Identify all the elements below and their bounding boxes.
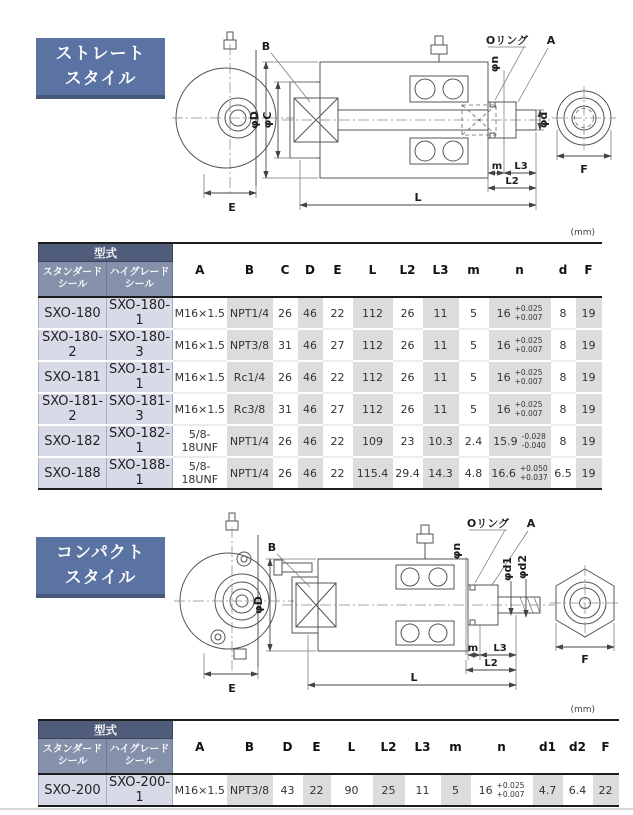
model-highgrade: SXO-180-1 (107, 297, 173, 329)
spec-cell-D: 46 (298, 425, 323, 457)
spec-cell-L2: 26 (393, 329, 423, 361)
column-header-d1: d1 (533, 720, 563, 774)
dim-label-phiD: φD (252, 596, 265, 614)
model-standard: SXO-181 (39, 361, 107, 393)
unit-note: (mm) (570, 228, 595, 238)
spec-cell-D: 46 (298, 457, 323, 489)
spec-cell-A: 5/8-18UNF (173, 425, 227, 457)
spec-cell-A: M16×1.5 (173, 774, 227, 806)
spec-cell-A: M16×1.5 (173, 297, 227, 329)
style-label-line: ストレート (55, 43, 146, 64)
spec-cell-L2: 25 (373, 774, 405, 806)
shaft-end-view (552, 86, 616, 176)
spec-cell-B: NPT3/8 (227, 774, 273, 806)
spec-cell-n: 16 +0.025 +0.007 (471, 774, 533, 806)
table-row (39, 297, 602, 329)
table-row (39, 457, 602, 489)
spec-cell-m: 5 (459, 393, 489, 425)
table-row (39, 361, 602, 393)
column-header-m: m (459, 243, 489, 297)
spec-cell-L2: 29.4 (393, 457, 423, 489)
section-view (274, 525, 555, 651)
tolerance: +0.025 +0.007 (514, 368, 543, 386)
seal-header: ハイグレード シール (107, 262, 173, 298)
model-highgrade: SXO-180-3 (107, 329, 173, 361)
dim-label-A: A (546, 34, 556, 47)
spec-cell-A: M16×1.5 (173, 329, 227, 361)
spec-cell-L: 109 (353, 425, 393, 457)
spec-cell-L3: 14.3 (423, 457, 459, 489)
spec-cell-n: 16.6 +0.050 +0.037 (489, 457, 551, 489)
column-header-A: A (173, 720, 227, 774)
dim-label-phin: φn (488, 55, 501, 73)
spec-cell-A: 5/8-18UNF (173, 457, 227, 489)
spec-table (38, 719, 619, 807)
spec-cell-n: 16 +0.025 +0.007 (489, 329, 551, 361)
spec-cell-E: 22 (323, 297, 353, 329)
spec-cell-m: 4.8 (459, 457, 489, 489)
dim-label-E: E (228, 201, 236, 214)
column-header-D: D (298, 243, 323, 297)
shaft-end-view (550, 565, 620, 666)
column-header-d2: d2 (563, 720, 593, 774)
column-header-E: E (323, 243, 353, 297)
spec-cell-L3: 11 (423, 297, 459, 329)
spec-cell-D: 43 (273, 774, 303, 806)
dim-label-phiD: φD (248, 111, 261, 129)
spec-cell-D: 46 (298, 329, 323, 361)
spec-cell-F: 19 (576, 393, 602, 425)
spec-cell-B: Rc1/4 (227, 361, 273, 393)
spec-cell-C: 26 (273, 297, 298, 329)
dim-label-m: m (467, 643, 479, 654)
spec-cell-D: 46 (298, 361, 323, 393)
model-highgrade: SXO-182-1 (107, 425, 173, 457)
spec-cell-D: 46 (298, 297, 323, 329)
spec-cell-L: 112 (353, 393, 393, 425)
column-header-F: F (576, 243, 602, 297)
spec-cell-L: 112 (353, 361, 393, 393)
spec-cell-L: 112 (353, 329, 393, 361)
spec-cell-m: 5 (459, 329, 489, 361)
model-standard: SXO-180 (39, 297, 107, 329)
dim-label-A: A (526, 517, 536, 530)
column-header-L3: L3 (423, 243, 459, 297)
spec-cell-L3: 11 (423, 361, 459, 393)
dim-label-L: L (410, 671, 418, 684)
style-label-line: スタイル (64, 567, 137, 588)
spec-cell-L3: 11 (423, 329, 459, 361)
dim-label-L3: L3 (493, 643, 507, 654)
spec-cell-d: 6.5 (551, 457, 576, 489)
table-row (39, 329, 602, 361)
header-row-group (39, 243, 602, 262)
column-header-B: B (227, 243, 273, 297)
column-header-D: D (273, 720, 303, 774)
column-header-C: C (273, 243, 298, 297)
spec-cell-L3: 11 (423, 393, 459, 425)
spec-cell-n: 15.9 -0.028 -0.040 (489, 425, 551, 457)
spec-table-compact (38, 719, 613, 807)
spec-cell-D: 46 (298, 393, 323, 425)
compact-style-drawing (170, 503, 630, 703)
spec-cell-F: 19 (576, 425, 602, 457)
spec-cell-d: 8 (551, 297, 576, 329)
seal-header: スタンダード シール (39, 739, 107, 775)
dim-label-oring: Oリング (466, 517, 510, 530)
spec-cell-F: 19 (576, 457, 602, 489)
column-header-n: n (489, 243, 551, 297)
table-row (39, 393, 602, 425)
spec-table-straight (38, 242, 595, 490)
spec-cell-B: NPT3/8 (227, 329, 273, 361)
spec-cell-m: 5 (459, 361, 489, 393)
spec-cell-F: 19 (576, 297, 602, 329)
spec-cell-B: NPT1/4 (227, 297, 273, 329)
model-standard: SXO-181-2 (39, 393, 107, 425)
tolerance: +0.025 +0.007 (496, 781, 525, 799)
dim-label-F: F (580, 163, 588, 176)
spec-cell-A: M16×1.5 (173, 361, 227, 393)
style-label-compact (36, 537, 165, 598)
unit-note: (mm) (570, 705, 595, 715)
straight-style-drawing (170, 18, 630, 225)
section-view (282, 36, 550, 178)
style-label-line: コンパクト (56, 542, 145, 563)
spec-cell-L3: 11 (405, 774, 441, 806)
style-label-straight (36, 38, 165, 99)
spec-cell-m: 5 (441, 774, 471, 806)
table-row (39, 425, 602, 457)
spec-cell-E: 22 (303, 774, 331, 806)
dim-label-L2: L2 (505, 176, 519, 187)
column-header-n: n (471, 720, 533, 774)
dim-label-phiC: φC (261, 111, 274, 129)
spec-cell-L: 112 (353, 297, 393, 329)
spec-cell-E: 27 (323, 393, 353, 425)
column-header-m: m (441, 720, 471, 774)
tolerance: -0.028 -0.040 (521, 432, 546, 450)
spec-cell-L: 115.4 (353, 457, 393, 489)
model-highgrade: SXO-181-1 (107, 361, 173, 393)
spec-cell-C: 31 (273, 329, 298, 361)
model-standard: SXO-180-2 (39, 329, 107, 361)
spec-cell-F: 19 (576, 329, 602, 361)
model-highgrade: SXO-181-3 (107, 393, 173, 425)
spec-cell-E: 22 (323, 361, 353, 393)
model-standard: SXO-182 (39, 425, 107, 457)
dim-label-F: F (581, 653, 589, 666)
column-header-L2: L2 (373, 720, 405, 774)
header-row-group (39, 720, 619, 739)
spec-cell-L2: 26 (393, 361, 423, 393)
seal-header: ハイグレード シール (107, 739, 173, 775)
dimensions (252, 517, 536, 690)
spec-cell-L3: 10.3 (423, 425, 459, 457)
spec-cell-L2: 26 (393, 297, 423, 329)
spec-cell-d: 8 (551, 361, 576, 393)
tolerance: +0.025 +0.007 (514, 400, 543, 418)
spec-cell-d2: 6.4 (563, 774, 593, 806)
spec-cell-C: 31 (273, 393, 298, 425)
spec-cell-B: NPT1/4 (227, 425, 273, 457)
spec-cell-d: 8 (551, 425, 576, 457)
seal-header: スタンダード シール (39, 262, 107, 298)
spec-cell-d1: 4.7 (533, 774, 563, 806)
spec-cell-E: 27 (323, 329, 353, 361)
column-header-d: d (551, 243, 576, 297)
spec-cell-C: 26 (273, 361, 298, 393)
tolerance: +0.025 +0.007 (514, 336, 543, 354)
tolerance: +0.025 +0.007 (514, 304, 543, 322)
spec-cell-A: M16×1.5 (173, 393, 227, 425)
dim-label-phid2: φd2 (516, 554, 529, 580)
tolerance: +0.050 +0.037 (519, 464, 548, 482)
column-header-A: A (173, 243, 227, 297)
dim-label-L3: L3 (514, 161, 528, 172)
spec-cell-E: 22 (323, 425, 353, 457)
spec-cell-n: 16 +0.025 +0.007 (489, 297, 551, 329)
column-header-L3: L3 (405, 720, 441, 774)
spec-cell-n: 16 +0.025 +0.007 (489, 393, 551, 425)
column-header-E: E (303, 720, 331, 774)
spec-cell-F: 19 (576, 361, 602, 393)
dim-label-L: L (414, 191, 422, 204)
column-header-F: F (593, 720, 619, 774)
spec-cell-B: NPT1/4 (227, 457, 273, 489)
table-row (39, 774, 619, 806)
spec-cell-d: 8 (551, 393, 576, 425)
model-group-header: 型式 (39, 720, 173, 739)
dim-label-m: m (491, 161, 503, 172)
dim-label-phin: φn (450, 542, 463, 560)
dim-label-B: B (267, 541, 277, 554)
style-label-line: スタイル (64, 68, 137, 89)
spec-cell-L2: 23 (393, 425, 423, 457)
model-highgrade: SXO-188-1 (107, 457, 173, 489)
spec-cell-m: 5 (459, 297, 489, 329)
spec-cell-B: Rc3/8 (227, 393, 273, 425)
dim-label-phid1: φd1 (501, 556, 514, 582)
spec-cell-C: 26 (273, 457, 298, 489)
spec-cell-d: 8 (551, 329, 576, 361)
spec-cell-n: 16 +0.025 +0.007 (489, 361, 551, 393)
spec-cell-C: 26 (273, 425, 298, 457)
dim-label-E: E (228, 682, 236, 695)
dim-label-L2: L2 (484, 658, 498, 669)
column-header-L: L (331, 720, 373, 774)
spec-table (38, 242, 602, 490)
spec-cell-L2: 26 (393, 393, 423, 425)
model-highgrade: SXO-200-1 (107, 774, 173, 806)
spec-cell-L: 90 (331, 774, 373, 806)
dim-label-B: B (261, 40, 271, 53)
model-standard: SXO-200 (39, 774, 107, 806)
column-header-B: B (227, 720, 273, 774)
column-header-L: L (353, 243, 393, 297)
dim-label-phid: φd (537, 111, 550, 129)
dim-label-oring: Oリング (485, 34, 529, 47)
column-header-L2: L2 (393, 243, 423, 297)
model-standard: SXO-188 (39, 457, 107, 489)
model-group-header: 型式 (39, 243, 173, 262)
page-divider (0, 808, 633, 810)
spec-cell-F: 22 (593, 774, 619, 806)
spec-cell-m: 2.4 (459, 425, 489, 457)
spec-cell-E: 22 (323, 457, 353, 489)
